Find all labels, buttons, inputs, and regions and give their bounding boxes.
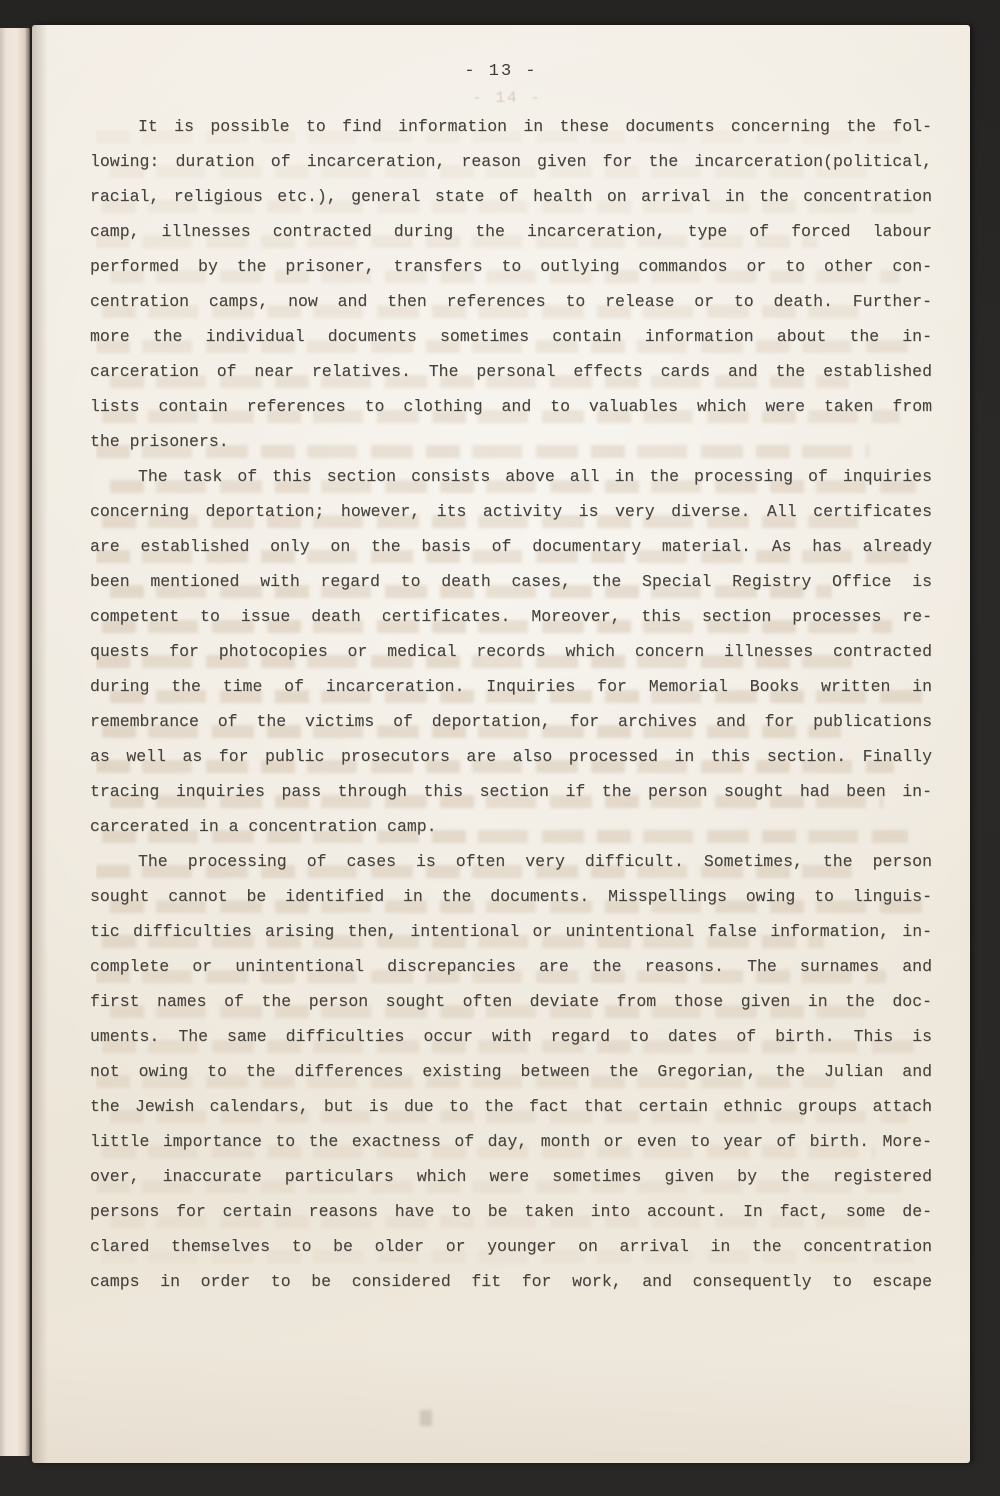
text-line: tracing inquiries pass through this section if the person sought had been in- <box>90 782 932 801</box>
ghost-page-number: - 14 - <box>472 89 542 107</box>
text-line: over, inaccurate particulars which were sometimes given by the registered <box>90 1167 932 1186</box>
text-line: centration camps, now and then references to release or to death. Further- <box>90 292 932 311</box>
text-line: concerning deportation; however, its activity is very diverse. All certificates <box>90 502 932 521</box>
text-line: The task of this section consists above all in the processing of inquiries <box>138 467 932 486</box>
text-line: been mentioned with regard to death cases, the Special Registry Office is <box>90 572 932 591</box>
text-line: during the time of incarceration. Inquiries for Memorial Books written in <box>90 677 932 696</box>
text-line: not owing to the differences existing between the Gregorian, the Julian and <box>90 1062 932 1081</box>
text-line: It is possible to find information in these documents concerning the fol- <box>138 117 932 136</box>
text-line: first names of the person sought often deviate from those given in the doc- <box>90 992 932 1011</box>
text-line: tic difficulties arising then, intentional or unintentional false information, in- <box>90 922 932 941</box>
text-line: more the individual documents sometimes contain information about the in- <box>90 327 932 346</box>
text-line: racial, religious etc.), general state of health on arrival in the concentration <box>90 187 932 206</box>
document-page <box>32 25 970 1463</box>
text-line: competent to issue death certificates. Moreover, this section processes re- <box>90 607 932 626</box>
text-line: carcerated in a concentration camp. <box>90 817 437 836</box>
text-line: as well as for public prosecutors are also processed in this section. Finally <box>90 747 932 766</box>
text-line: complete or unintentional discrepancies are the reasons. The surnames and <box>90 957 932 976</box>
text-line: sought cannot be identified in the documents. Misspellings owing to linguis- <box>90 887 932 906</box>
text-line: persons for certain reasons have to be taken into account. In fact, some de- <box>90 1202 932 1221</box>
text-line: the prisoners. <box>90 432 229 451</box>
text-line: remembrance of the victims of deportation, for archives and for publications <box>90 712 932 731</box>
page-number: - 13 - <box>464 62 538 81</box>
text-line: performed by the prisoner, transfers to outlying commandos or to other con- <box>90 257 932 276</box>
text-line: clared themselves to be older or younger on arrival in the concentration <box>90 1237 932 1256</box>
text-line: camps in order to be considered fit for work, and consequently to escape <box>90 1272 932 1291</box>
paragraph-1 <box>90 109 932 459</box>
ink-smudge <box>420 1410 432 1426</box>
text-line: the Jewish calendars, but is due to the fact that certain ethnic groups attach <box>90 1097 932 1116</box>
text-line: uments. The same difficulties occur with regard to dates of birth. This is <box>90 1027 932 1046</box>
text-line: camp, illnesses contracted during the incarceration, type of forced labour <box>90 222 932 241</box>
page-body-text <box>90 109 932 1299</box>
paragraph-2 <box>90 459 932 844</box>
text-line: quests for photocopies or medical records which concern illnesses contracted <box>90 642 932 661</box>
paragraph-3 <box>90 844 932 1299</box>
text-line: The processing of cases is often very difficult. Sometimes, the person <box>138 852 932 871</box>
text-line: lists contain references to clothing and to valuables which were taken from <box>90 397 932 416</box>
text-line: lowing: duration of incarceration, reason given for the incarceration(political, <box>90 152 932 171</box>
previous-page-edge <box>0 28 30 1456</box>
text-line: carceration of near relatives. The personal effects cards and the established <box>90 362 932 381</box>
text-line: little importance to the exactness of day, month or even to year of birth. More- <box>90 1132 932 1151</box>
text-line: are established only on the basis of documentary material. As has already <box>90 537 932 556</box>
